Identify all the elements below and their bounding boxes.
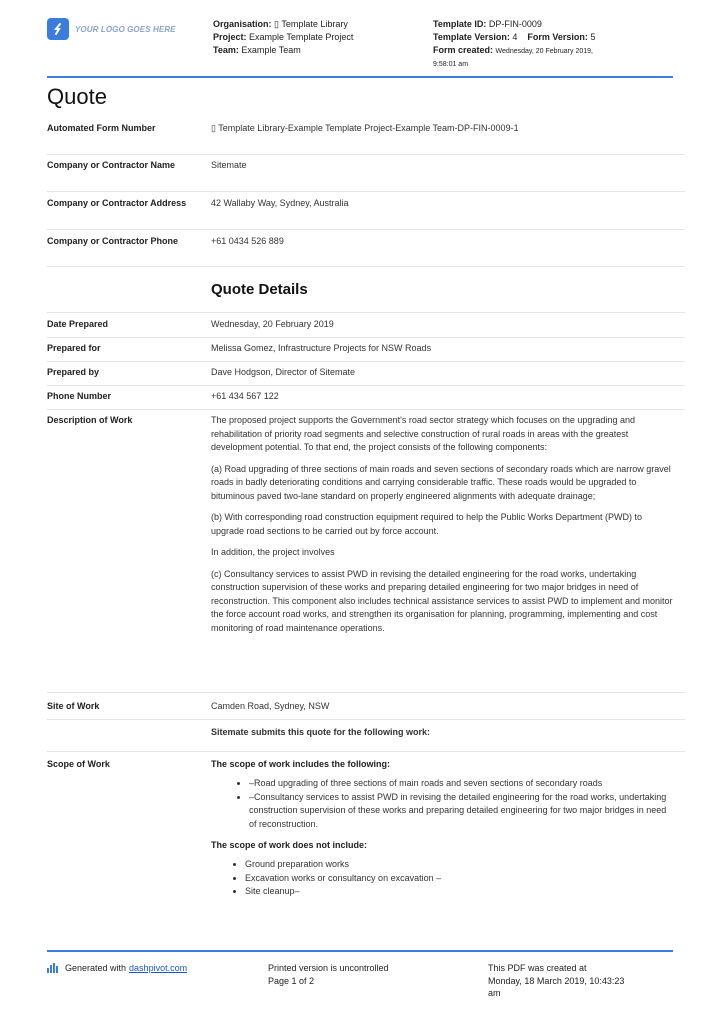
field-value: Wednesday, 20 February 2019 — [211, 319, 334, 329]
header-org-info — [213, 18, 423, 57]
logo-text: YOUR LOGO GOES HERE — [75, 24, 176, 34]
scope-excludes-list — [211, 858, 673, 899]
section-divider — [47, 312, 685, 313]
form-created-value: Wednesday, 20 February 2019, — [495, 48, 593, 55]
field-value: Camden Road, Sydney, NSW — [211, 701, 330, 711]
list-item: • –Consultancy services to assist PWD in revising the detailed engineering for the road works, undertaking construction supervision of these works and preparing detailed engineering for two major bridges in need of reconstruction. — [249, 791, 673, 832]
field-value: 42 Wallaby Way, Sydney, Australia — [211, 198, 349, 208]
field-row-phone-number — [47, 390, 685, 410]
field-label: Company or Contractor Name — [47, 160, 176, 170]
field-row-date-prepared — [47, 318, 685, 338]
description-paragraph: The proposed project supports the Government's road sector strategy which focuses on the upgrading and rehabilitation of priority road segments and selective construction of rural roads in areas with the greatest development potential. To that end, the project consists of the following components: — [211, 415, 635, 452]
field-value: +61 434 567 122 — [211, 391, 279, 401]
list-item: • Site cleanup– — [245, 885, 673, 899]
field-value: Dave Hodgson, Director of Sitemate — [211, 367, 356, 377]
description-paragraph: In addition, the project involves — [211, 547, 335, 557]
field-label: Site of Work — [47, 701, 100, 711]
field-row-scope-of-work — [47, 758, 685, 934]
list-item: • Ground preparation works — [245, 858, 673, 872]
field-label: Date Prepared — [47, 319, 109, 329]
field-label: Prepared for — [47, 343, 101, 353]
organisation-label: Organisation: — [213, 19, 272, 29]
field-label: Phone Number — [47, 391, 112, 401]
form-version-label: Form Version: — [527, 32, 588, 42]
field-row-company-phone — [47, 235, 685, 267]
field-label: Scope of Work — [47, 759, 110, 769]
description-paragraph: (a) Road upgrading of three sections of main roads and seven sections of secondary roads which are narrow gravel roads in badly deteriorating conditions and carrying considerable traffic. These roads would be upgraded to bituminous paved two-lane standard on properly engineered alignments with adequate drainage; — [211, 463, 671, 501]
form-version-value: 5 — [590, 32, 596, 42]
company-logo — [47, 18, 176, 40]
pdf-created-ampm: am — [488, 988, 501, 998]
field-label: Automated Form Number — [47, 123, 156, 133]
field-row-company-name — [47, 159, 685, 192]
field-value: Melissa Gomez, Infrastructure Projects for NSW Roads — [211, 343, 432, 353]
field-value: Sitemate — [211, 160, 247, 170]
organisation-value: ▯ Template Library — [274, 19, 348, 29]
header-template-info — [433, 18, 673, 71]
printed-note: Printed version is uncontrolled — [268, 963, 389, 973]
footer-printed — [268, 962, 468, 987]
bar-chart-icon — [47, 963, 59, 973]
field-row-prepared-by — [47, 366, 685, 386]
field-row-site-of-work — [47, 700, 685, 720]
template-version-label: Template Version: — [433, 32, 510, 42]
page-number: Page 1 of 2 — [268, 975, 315, 986]
scope-includes-list — [211, 777, 673, 831]
description-paragraph: (b) With corresponding road construction equipment required to help the Public Works Department (PWD) to upgrade road sections to be carried out by force account. — [211, 512, 643, 536]
submits-note-row — [47, 726, 685, 752]
form-created-time: 9:58:01 am — [433, 61, 469, 68]
scope-content — [211, 758, 673, 907]
description-text — [211, 414, 673, 643]
template-id-label: Template ID: — [433, 19, 487, 29]
template-version-value: 4 — [512, 32, 518, 42]
field-row-form-number — [47, 122, 685, 155]
section-heading-quote-details: Quote Details — [211, 281, 308, 298]
field-label: Description of Work — [47, 415, 133, 425]
pdf-created-label: This PDF was created at — [488, 963, 587, 973]
list-item: • Excavation works or consultancy on excavation – — [245, 872, 673, 886]
field-row-description — [47, 414, 685, 693]
form-created-label: Form created: — [433, 45, 494, 55]
description-paragraph: (c) Consultancy services to assist PWD in revising the detailed engineering for the road works, undertaking construction supervision of these works and preparing detailed engineering for two major bridges in need of reconstruction. This component also includes technical assistance services to assist PWD to implement and monitor the force account road works, and strengthen its organisation for planning, programming, implementing and cost monitoring of road maintenance operations. — [211, 568, 673, 633]
page-header — [47, 14, 673, 74]
project-value: Example Template Project — [249, 32, 354, 42]
field-row-prepared-for — [47, 342, 685, 362]
template-id-value: DP-FIN-0009 — [488, 19, 542, 29]
list-item: • –Road upgrading of three sections of main roads and seven sections of secondary roads — [249, 777, 673, 791]
field-value: ▯ Template Library-Example Template Project-Example Team-DP-FIN-0009-1 — [211, 123, 519, 133]
generated-prefix: Generated with — [65, 963, 127, 973]
team-value: Example Team — [241, 45, 301, 55]
footer-generated — [47, 962, 187, 975]
dashpivot-link[interactable]: dashpivot.com — [129, 963, 188, 973]
project-label: Project: — [213, 32, 247, 42]
field-row-company-address — [47, 197, 685, 230]
field-label: Company or Contractor Phone — [47, 236, 179, 246]
scope-includes-heading: The scope of work includes the following: — [211, 759, 391, 769]
scope-excludes-heading: The scope of work does not include: — [211, 840, 368, 850]
header-divider — [47, 76, 673, 78]
field-label: Prepared by — [47, 367, 100, 377]
footer-pdf-created — [488, 962, 678, 1000]
team-label: Team: — [213, 45, 239, 55]
logo-icon — [47, 18, 69, 40]
field-value: +61 0434 526 889 — [211, 236, 284, 246]
submits-note: Sitemate submits this quote for the following work: — [211, 727, 431, 737]
footer-divider — [47, 950, 673, 952]
page-title: Quote — [47, 84, 107, 109]
pdf-created-date: Monday, 18 March 2019, 10:43:23 — [488, 975, 625, 986]
field-label: Company or Contractor Address — [47, 198, 187, 208]
